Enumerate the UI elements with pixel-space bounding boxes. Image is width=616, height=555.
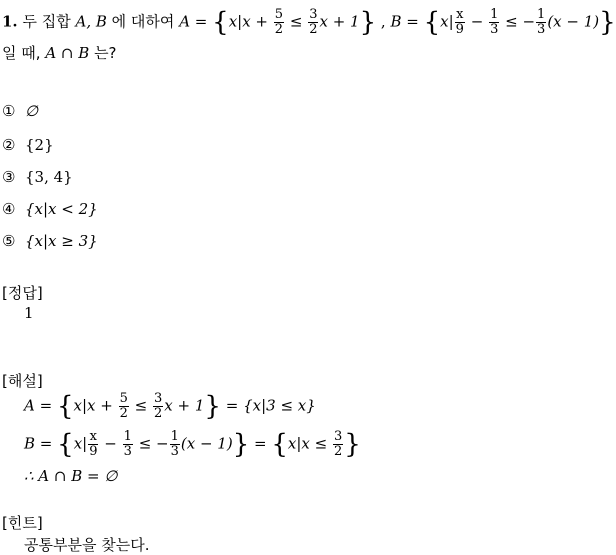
choice-4[interactable] [2, 200, 98, 218]
a-frac-2: $\frac{3}{2}$ [309, 7, 318, 37]
choice-mark: ⑤ [2, 232, 16, 250]
a-frac-1: $\frac{5}{2}$ [274, 7, 284, 37]
answer-label: [정답] [2, 284, 43, 302]
problem-number: 1. [2, 12, 18, 31]
stem-prefix: 두 집합 [22, 12, 71, 31]
choice-text: ∅ [25, 102, 39, 120]
choice-text: {x|x ≥ 3} [25, 232, 98, 250]
problem-line-2: 일 때, A ∩ B 는? [2, 44, 117, 62]
choice-mark: ④ [2, 200, 16, 218]
solution-line-a: A = {x|x + $\frac{5}{2}$ ≤ $\frac{3}{2}$ x + 1} = {x|3 ≤ x} [24, 391, 316, 422]
solution-label: [해설] [2, 372, 43, 390]
choice-text: {x|x < 2} [25, 200, 98, 218]
b-frac-3: $\frac{1}{3}$ [537, 7, 546, 37]
hint-label: [힌트] [2, 514, 43, 532]
choice-mark: ① [2, 102, 16, 120]
choice-text: {3, 4} [25, 168, 73, 186]
stem-sets: A, B [75, 12, 107, 31]
hint-text: 공통부분을 찾는다. [24, 536, 150, 554]
b-frac-1: $\frac{x}{9}$ [455, 7, 464, 37]
solution-line-c: ∴ A ∩ B = ∅ [24, 467, 118, 485]
solution-line-b: B = {x| $\frac{x}{9}$ − $\frac{1}{3}$ ≤ − $\frac{1}{3}$ (x − 1)} = {x|x ≤ $\frac{3}{2}$ } [24, 429, 361, 460]
choice-mark: ② [2, 136, 16, 154]
b-frac-2: $\frac{1}{3}$ [490, 7, 499, 37]
choice-mark: ③ [2, 168, 16, 186]
solution-a-result: = {x|3 ≤ x} [225, 396, 316, 415]
choice-1[interactable] [2, 102, 38, 120]
answer-value: 1 [24, 304, 34, 322]
a-def-head: x|x + [228, 12, 268, 31]
problem-line-1: 1. 두 집합 A, B 에 대하여 A = {x|x + $\frac{5}{2}$ ≤ $\frac{3}{2}$ x + 1} , B = {x| $\frac{x}{9}$ − $\frac{1}{3}$ ≤ − $\frac{1}{3}$ (x − 1)} [2, 7, 616, 38]
b-def-head: x| [440, 12, 454, 31]
stem-mid: 에 대하여 [111, 12, 175, 31]
choice-2[interactable] [2, 136, 54, 154]
choice-3[interactable] [2, 168, 73, 186]
choice-5[interactable] [2, 232, 98, 250]
solution-b-result: x|x ≤ [287, 434, 328, 453]
choice-text: {2} [25, 136, 54, 154]
